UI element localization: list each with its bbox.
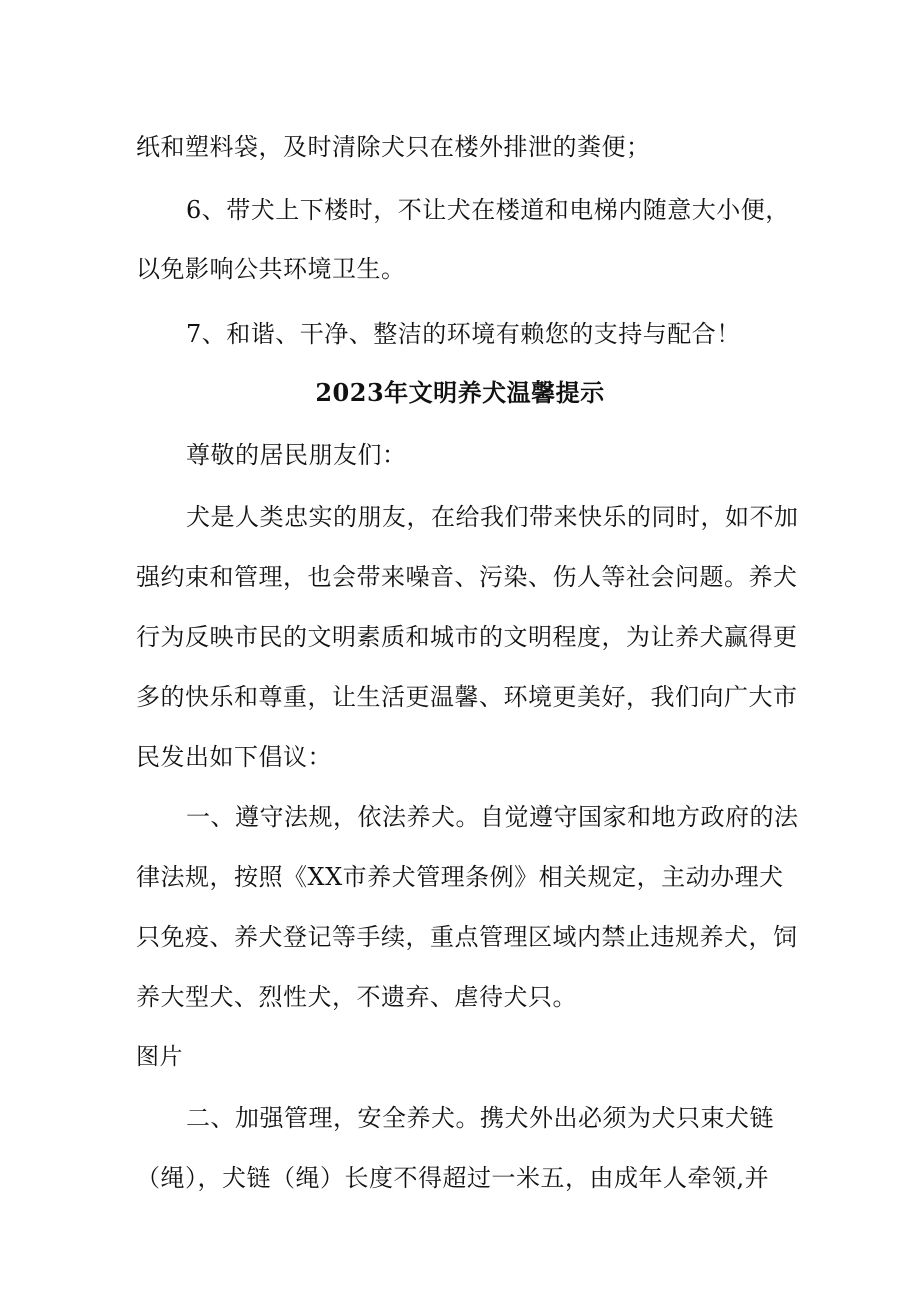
image-placeholder-label: 图片 xyxy=(136,1044,183,1070)
body-text-line: 养大型犬、烈性犬，不遗弃、虐待犬只。 xyxy=(136,983,577,1011)
document-title: 2023年文明养犬温馨提示 xyxy=(315,378,605,407)
body-text-line: 纸和塑料袋，及时清除犬只在楼外排泄的粪便； xyxy=(136,133,651,161)
body-text-line: 7、和谐、干净、整洁的环境有赖您的支持与配合！ xyxy=(186,320,741,348)
body-text-line: （绳），犬链（绳）长度不得超过一米五，由成年人牵领,并 xyxy=(136,1164,770,1192)
body-text-line: 犬是人类忠实的朋友，在给我们带来快乐的同时，如不加 xyxy=(186,503,799,531)
body-text-line: 6、带犬上下楼时，不让犬在楼道和电梯内随意大小便， xyxy=(186,196,790,224)
body-text-line: 一、遵守法规，依法养犬。自觉遵守国家和地方政府的法 xyxy=(186,803,799,831)
body-text-line: 以免影响公共环境卫生。 xyxy=(136,255,406,283)
body-text-line: 律法规，按照《XX市养犬管理条例》相关规定，主动办理犬 xyxy=(136,863,784,891)
body-text-line: 民发出如下倡议： xyxy=(136,743,332,771)
body-text-line: 多的快乐和尊重，让生活更温馨、环境更美好，我们向广大市 xyxy=(136,683,798,711)
body-text-line: 只免疫、养犬登记等手续，重点管理区域内禁止违规养犬，饲 xyxy=(136,923,798,951)
body-text-line: 强约束和管理，也会带来噪音、污染、伤人等社会问题。养犬 xyxy=(136,563,798,591)
body-text-line: 行为反映市民的文明素质和城市的文明程度，为让养犬赢得更 xyxy=(136,623,798,651)
salutation: 尊敬的居民朋友们： xyxy=(186,441,407,469)
body-text-line: 二、加强管理，安全养犬。携犬外出必须为犬只束犬链 xyxy=(186,1104,774,1132)
